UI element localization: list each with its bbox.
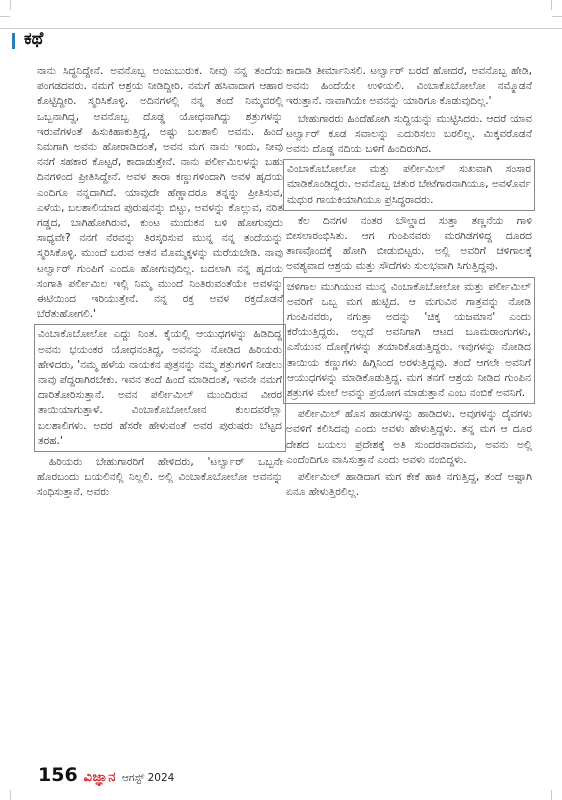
crop-mark bbox=[552, 16, 562, 17]
boxed-paragraph: ವಿಂಬಾಕೊಬೋಲೋ ಮತ್ತು ಪರ್ಲೀಮಿಲ್ ಸುಖವಾಗಿ ಸಂಸಾರ ಮಾಡಿಕೊಂಡಿದ್ದರು. ಅವನೊಬ್ಬ ಚತುರ ಬೇಟೆಗಾರನಾಗಿಯೂ, ಅವಳೊರ್ವ ಮಧುರ ಗಾಯಕಿಯಾಗಿಯೂ ಪ್ರಸಿದ್ಧರಾದರು. bbox=[283, 159, 535, 211]
crop-mark bbox=[10, 0, 11, 10]
paragraph: ನಾನು ಸಿದ್ಧನಿದ್ದೇನೆ. ಅವನೊಬ್ಬ ಅಂಜುಬುರುಕ. ನೀವು ನನ್ನ ತಂದೆಯ ಪಂಗಡದವರು. ನಮಗೆ ಆಶ್ರಯ ನೀಡಿದ್ದೀರಿ. ನಮಗೆ ಹಸಿವಾದಾಗ ಆಹಾರ ಕೊಟ್ಟಿದ್ದೀರಿ. ಸ್ಮರಿಸಿಕೊಳ್ಳಿ. ಅದಿನಗಳಲ್ಲಿ ನನ್ನ ತಂದೆ ನಿಮ್ಮವರಲ್ಲಿ ಒಬ್ಬನಾಗಿದ್ದ, ಅವನೊಬ್ಬ ದೊಡ್ಡ ಯೋಧನಾಗಿದ್ದು ಶತ್ರುಗಳನ್ನು ಇರುವೆಗಳಂತೆ ಹಿಸುಕಿಹಾಕುತ್ತಿದ್ದ, ಅಷ್ಟು ಬಲಶಾಲಿ ಅವನು. ಹಿಂದೆ ನಿಮಗಾಗಿ ಅವನು ಹೋರಾಡಿದಂತೆ, ಅವನ ಮಗ ನಾನು ಇಂದು, ನೀವು ನನಗೆ ಸಹಕಾರ ಕೊಟ್ಟರೆ, ಕಾದಾಡುತ್ತೇನೆ. ನಾನು ಪರ್ಲೀಮಿಲಳನ್ನು ಬಹು ದಿನಗಳಿಂದ ಪ್ರೀತಿಸಿದ್ದೇನೆ. ಅವಳ ತಾರಾ ಕಣ್ಣುಗಳಿಂದಾಗಿ ಅವಳ ಹೃದಯ ಎಂದಿಗೂ ನನ್ನದಾಗಿದೆ. ಯಾವುದೇ ಹೆಣ್ಣಾದರೂ ತನ್ನನ್ನು ಪ್ರೀತಿಸುವ, ಎಳೆಯ, ಬಲಶಾಲಿಯಾದ ಪುರುಷನನ್ನು ಬಿಟ್ಟು, ಅವಳನ್ನು ಕೊಲ್ಲುವ, ನರಿತ ಗಡ್ಡದ, ಬಾಗಿಹೋಗಿರುವ, ಕುಂಟ ಮುದುಕನ ಬಳಿ ಹೋಗುವುದು ಸಾಧ್ಯವೇ? ನನಗೆ ನೆರವನ್ನು ತಿರಸ್ಕರಿಸುವ ಮುನ್ನ ನನ್ನ ತಂದೆಯನ್ನು ಸ್ಮರಿಸಿಕೊಳ್ಳಿ. ಮುಂದೆ ಬರುವ ಆತನ ಮೊಮ್ಮಕ್ಕಳನ್ನು ಮರೆಯಬೇಡಿ. ನಾವು ಟರ್ಲ್ವಾರ್ ಗುಂಪಿಗೆ ಎಂದೂ ಹೋಗುವುದಿಲ್ಲ. ಬದಲಾಗಿ ನನ್ನ ಹೃದಯ ಸಂಗಾತಿ ಪರ್ಲೀಮಿಲ ಇಲ್ಲಿ ನಿಮ್ಮ ಮುಂದೆ ನಿಂತಿರುವಂತೆಯೇ ಅವಳನ್ನು ಈಟಿಯಿಂದ ಇರಿಯುತ್ತೇನೆ. ನನ್ನ ರಕ್ತ ಅವಳ ರಕ್ತದೊಡನೆ ಬೆರೆತುಹೋಗಲಿ.' bbox=[37, 65, 283, 321]
issue-date: ಆಗಸ್ಟ್ 2024 bbox=[121, 772, 175, 784]
crop-mark bbox=[551, 0, 552, 10]
crop-mark bbox=[551, 790, 552, 800]
paragraph: ಪರ್ಲೀಮಿಲ್ ಹೊಸ ಹಾಡುಗಳನ್ನು ಹಾಡಿದಳು. ಅವುಗಳನ್ನು ದೈವಗಳು ಅವಳಿಗೆ ಕಲಿಸಿದವು ಎಂದು ಅವಳು ಹೇಳುತ್ತಿದ್ದಳು. ತನ್ನ ಮಗ ಆ ದೂರ ದೇಶದ ಬಯಲು ಪ್ರದೇಶಕ್ಕೆ ಅತಿ ಸುಂದರನಾದವನು, ಅವನು ಅಲ್ಲಿ ಎಂದೆಂದಿಗೂ ವಾಸಿಸುತ್ತಾನೆ ಎಂದು ಅವಳು ನಂಬಿದ್ದಳು. bbox=[286, 408, 532, 466]
header-rule bbox=[0, 28, 562, 29]
paragraph: ಕೆಲ ದಿನಗಳ ನಂತರ ಬೌಲ್ಡಾದ ಸುತ್ತಾ ತಣ್ಣನೆಯ ಗಾಳಿ ಬೀಸಲಾರಂಭಿಸಿತು. ಆಗ ಗುಂಪಿನವರು ಮರಗಿಡಗಳಿದ್ದ ದೂರದ ತಾಣವೊಂದಕ್ಕೆ ಹೋಗಿ ಬೀಡುಬಿಟ್ಟರು. ಅಲ್ಲಿ ಅವರಿಗೆ ಚಳಿಗಾಲಕ್ಕೆ ಅವಶ್ಯವಾದ ಆಶ್ರಯ ಮತ್ತು ಸೌದೆಗಳು ಸುಲಭವಾಗಿ ಸಿಗುತ್ತಿದ್ದವು. bbox=[286, 214, 532, 273]
page-footer bbox=[38, 764, 174, 786]
right-column bbox=[286, 64, 532, 502]
paragraph: ಪರ್ಲೀಮಿಲ್ ಹಾಡಿದಾಗ ಮಗ ಕೇಕೆ ಹಾಕಿ ನಗುತ್ತಿದ್ದ, ತಂದೆ ಅಷ್ಟಾಗಿ ಏನೂ ಹೇಳುತ್ತಿರಲಿಲ್ಲ. bbox=[286, 471, 532, 499]
crop-mark bbox=[10, 790, 11, 800]
section-accent-bar bbox=[12, 33, 15, 49]
paragraph: ಬೇಹುಗಾರರು ಹಿಂದೆಹೋಗಿ ಸುದ್ದಿಯನ್ನು ಮುಟ್ಟಿಸಿದರು. ಆದರೆ ಯಾವ ಟರ್ಲ್ವಾರ್ ಕೂಡ ಸವಾಲನ್ನು ಎದುರಿಸಲು ಬರಲಿಲ್ಲ. ಮಿಕ್ಕವರೊಡನೆ ಅವನು ದೊಡ್ಡ ನದಿಯ ಬಳಿಗೆ ಹಿಂದಿರುಗಿದ. bbox=[286, 112, 532, 156]
boxed-paragraph: ವಿಂಬಾಕೊಬೋಲೋ ಎದ್ದು ನಿಂತ. ಕೈಯಲ್ಲಿ ಆಯುಧಗಳನ್ನು ಹಿಡಿದಿದ್ದ ಅವನು ಭಯಂಕರ ಯೋಧನಂತಿದ್ದ, ಅವನನ್ನು ನೋಡಿದ ಹಿರಿಯರು ಹೇಳಿದರು, 'ನಮ್ಮ ಹಳೆಯ ನಾಯಕನ ಪುತ್ರನನ್ನು ನಮ್ಮ ಶತ್ರುಗಳಿಗೆ ನೀಡಲು ನಾವು ಪೆದ್ದರಾಗಿರಬೇಕು. ಇವನ ತಂದೆ ಹಿಂದೆ ಮಾಡಿದಂತೆ, ಇವನೇ ನಮಗೆ ದಾರಿತೋರಿಸುತ್ತಾನೆ. ಅವನ ಪರ್ಲೀಮಿಲ್ ಮುಂದಿರುವ ವೀರರ ತಾಯಿಯಾಗುತ್ತಾಳೆ. ವಿಂಬಾಕೊಬೋಲೋನ ಕುಲದವರೆಲ್ಲಾ ಬಲಶಾಲಿಗಳು. ಅದರ ಹೆಸರೇ ಹೇಳುವಂತೆ ಅವರ ಪುರುಷರು ಬೆಟ್ಟದ ತರಹ.' bbox=[34, 324, 286, 452]
magazine-logo: ವಿಜ್ಞಾನ bbox=[83, 770, 116, 785]
boxed-paragraph: ಚಳಿಗಾಲ ಮುಗಿಯುವ ಮುನ್ನ ವಿಂಬಾಕೊಬೋಲೋ ಮತ್ತು ಪರ್ಲೀಮಿಲ್ ಅವರಿಗೆ ಒಬ್ಬ ಮಗ ಹುಟ್ಟಿದ. ಆ ಮಗುವಿನ ಗಾತ್ರವನ್ನು ನೋಡಿ ಗುಂಪಿನವರು, ನಗುತ್ತಾ ಅದನ್ನು 'ಚಿಕ್ಕ ಯಜಮಾನ' ಎಂದು ಕರೆಯುತ್ತಿದ್ದರು. ಅಲ್ಲದೆ ಅವನಿಗಾಗಿ ಆಟದ ಬೂಮರಾಂಗುಗಳು, ಎಸೆಯುವ ದೊಣ್ಣೆಗಳನ್ನು ತಯಾರಿಕೊಡುತ್ತಿದ್ದರು. ಇವುಗಳನ್ನು ನೋಡಿದ ತಾಯಿಯ ಕಣ್ಣುಗಳು ಹಿಗ್ಗಿನಿಂದ ಅರಳುತ್ತಿದ್ದವು. ತಂದೆ ಆಗಲೇ ಅವನಿಗೆ ಆಯುಧಗಳನ್ನು ಮಾಡಿಕೊಡುತ್ತಿದ್ದ. ಮಗ ತನಗೆ ಆಶ್ರಯ ನೀಡಿದ ಗುಂಪಿನ ಶತ್ರುಗಳ ಮೇಲೆ ಅವನ್ನು ಪ್ರಯೋಗ ಮಾಡುತ್ತಾನೆ ಎಂಬ ನಂಬಿಕೆ ಅವನಿಗೆ. bbox=[283, 277, 535, 405]
paragraph: ಹಿರಿಯರು ಬೇಹುಗಾರರಿಗೆ ಹೇಳಿದರು, 'ಟರ್ಲ್ವಾರ್ ಒಬ್ಬನೇ ಹೊರಬಂದು ಬಯಲಿನಲ್ಲಿ ನಿಲ್ಲಲಿ. ಅಲ್ಲಿ ವಿಂಬಾಕೊಬೋಲೋ ಅವನನ್ನು ಸಂಧಿಸುತ್ತಾನೆ. ಅವರು bbox=[37, 456, 283, 499]
section-title: ಕಥೆ bbox=[24, 29, 44, 49]
page-number: 156 bbox=[38, 764, 78, 786]
paragraph: ಕಾದಾಡಿ ತೀರ್ಮಾನಿಸಲಿ. ಟರ್ಲ್ವಾರ್ ಬರದೆ ಹೋದರೆ, ಅವನೊಬ್ಬ ಹೇಡಿ, ಅವನು ಹಿಂದೆಯೇ ಉಳಿಯಲಿ. ವಿಂಬಾಕೊಬೋಲೋ ನಮ್ಮೊಡನೆ ಇರುತ್ತಾನೆ. ನಾವಾಗಿಯೇ ಅವನನ್ನು ಯಾರಿಗೂ ಕೊಡುವುದಿಲ್ಲ.' bbox=[286, 65, 532, 108]
crop-mark bbox=[0, 16, 10, 17]
left-column bbox=[37, 64, 283, 503]
